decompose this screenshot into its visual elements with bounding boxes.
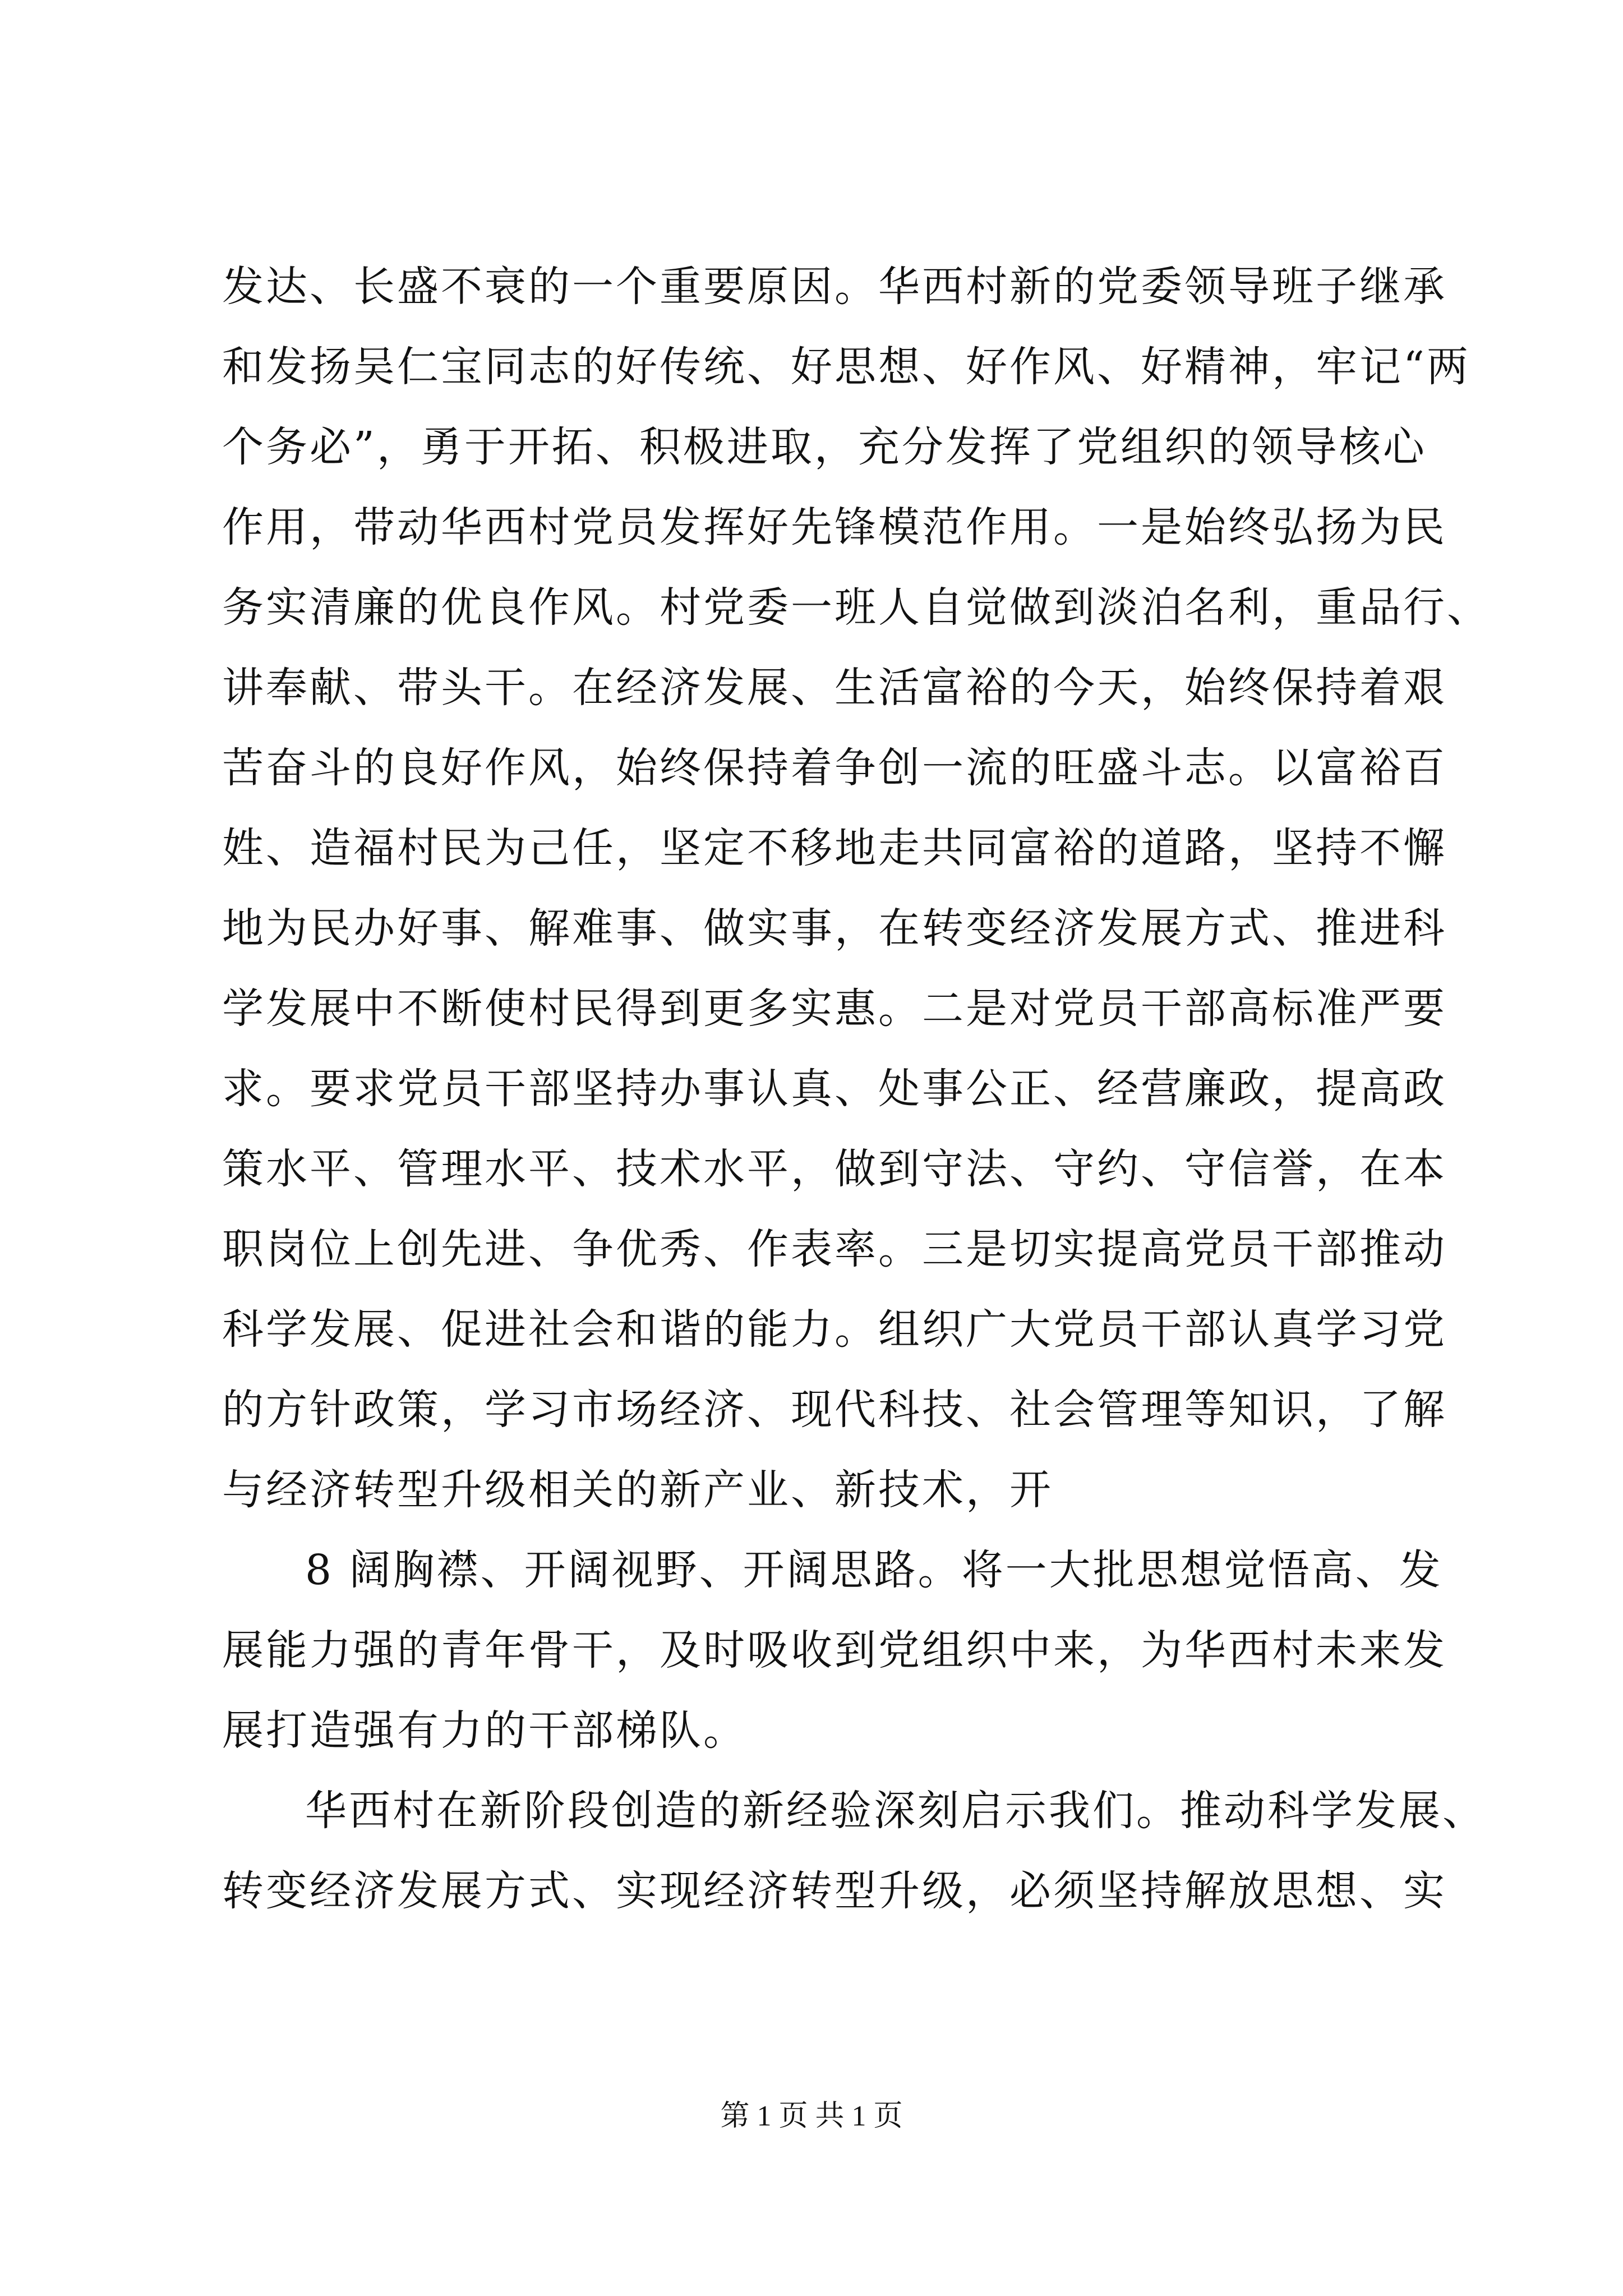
text-line: 苦奋斗的良好作风，始终保持着争创一流的旺盛斗志。以富裕百 [222, 744, 1447, 792]
text-line: 职岗位上创先进、争优秀、作表率。三是切实提高党员干部推动 [222, 1225, 1447, 1273]
text-line: 科学发展、促进社会和谐的能力。组织广大党员干部认真学习党 [222, 1305, 1447, 1354]
text-line: 策水平、管理水平、技术水平，做到守法、守约、守信誉，在本 [222, 1145, 1447, 1193]
text-line: 展能力强的青年骨干，及时吸收到党组织中来，为华西村未来发 [222, 1626, 1447, 1674]
text-line: 姓、造福村民为己任，坚定不移地走共同富裕的道路，坚持不懈 [222, 824, 1447, 872]
text-line: 务实清廉的优良作风。村党委一班人自觉做到淡泊名利，重品行、 [222, 583, 1491, 632]
text-line: 与经济转型升级相关的新产业、新技术，开 [222, 1466, 1053, 1514]
text-line: 和发扬吴仁宝同志的好传统、好思想、好作风、好精神，牢记“两 [222, 343, 1470, 391]
paragraph-3 [222, 1771, 1486, 1931]
text-line: 学发展中不断使村民得到更多实惠。二是对党员干部高标准严要 [222, 984, 1447, 1033]
text-line: 8 阔胸襟、开阔视野、开阔思路。将一大批思想觉悟高、发 [305, 1546, 1443, 1594]
text-line: 华西村在新阶段创造的新经验深刻启示我们。推动科学发展、 [305, 1787, 1486, 1835]
text-line: 的方针政策，学习市场经济、现代科技、社会管理等知识，了解 [222, 1386, 1447, 1434]
text-line: 求。要求党员干部坚持办事认真、处事公正、经营廉政，提高政 [222, 1065, 1447, 1113]
text-line: 地为民办好事、解难事、做实事，在转变经济发展方式、推进科 [222, 904, 1447, 953]
text-line: 作用，带动华西村党员发挥好先锋模范作用。一是始终弘扬为民 [222, 503, 1447, 551]
text-line: 讲奉献、带头干。在经济发展、生活富裕的今天，始终保持着艰 [222, 664, 1447, 712]
text-line: 转变经济发展方式、实现经济转型升级，必须坚持解放思想、实 [222, 1867, 1447, 1915]
paragraph-2 [222, 1530, 1447, 1771]
text-line: 发达、长盛不衰的一个重要原因。华西村新的党委领导班子继承 [222, 263, 1447, 311]
text-line: 个务必”，勇于开拓、积极进取，充分发挥了党组织的领导核心 [222, 423, 1427, 471]
page-footer: 第 1 页 共 1 页 [720, 2100, 903, 2132]
text-line: 展打造强有力的干部梯队。 [222, 1706, 747, 1755]
paragraph-1 [222, 247, 1491, 1530]
document-body [222, 247, 1491, 1931]
